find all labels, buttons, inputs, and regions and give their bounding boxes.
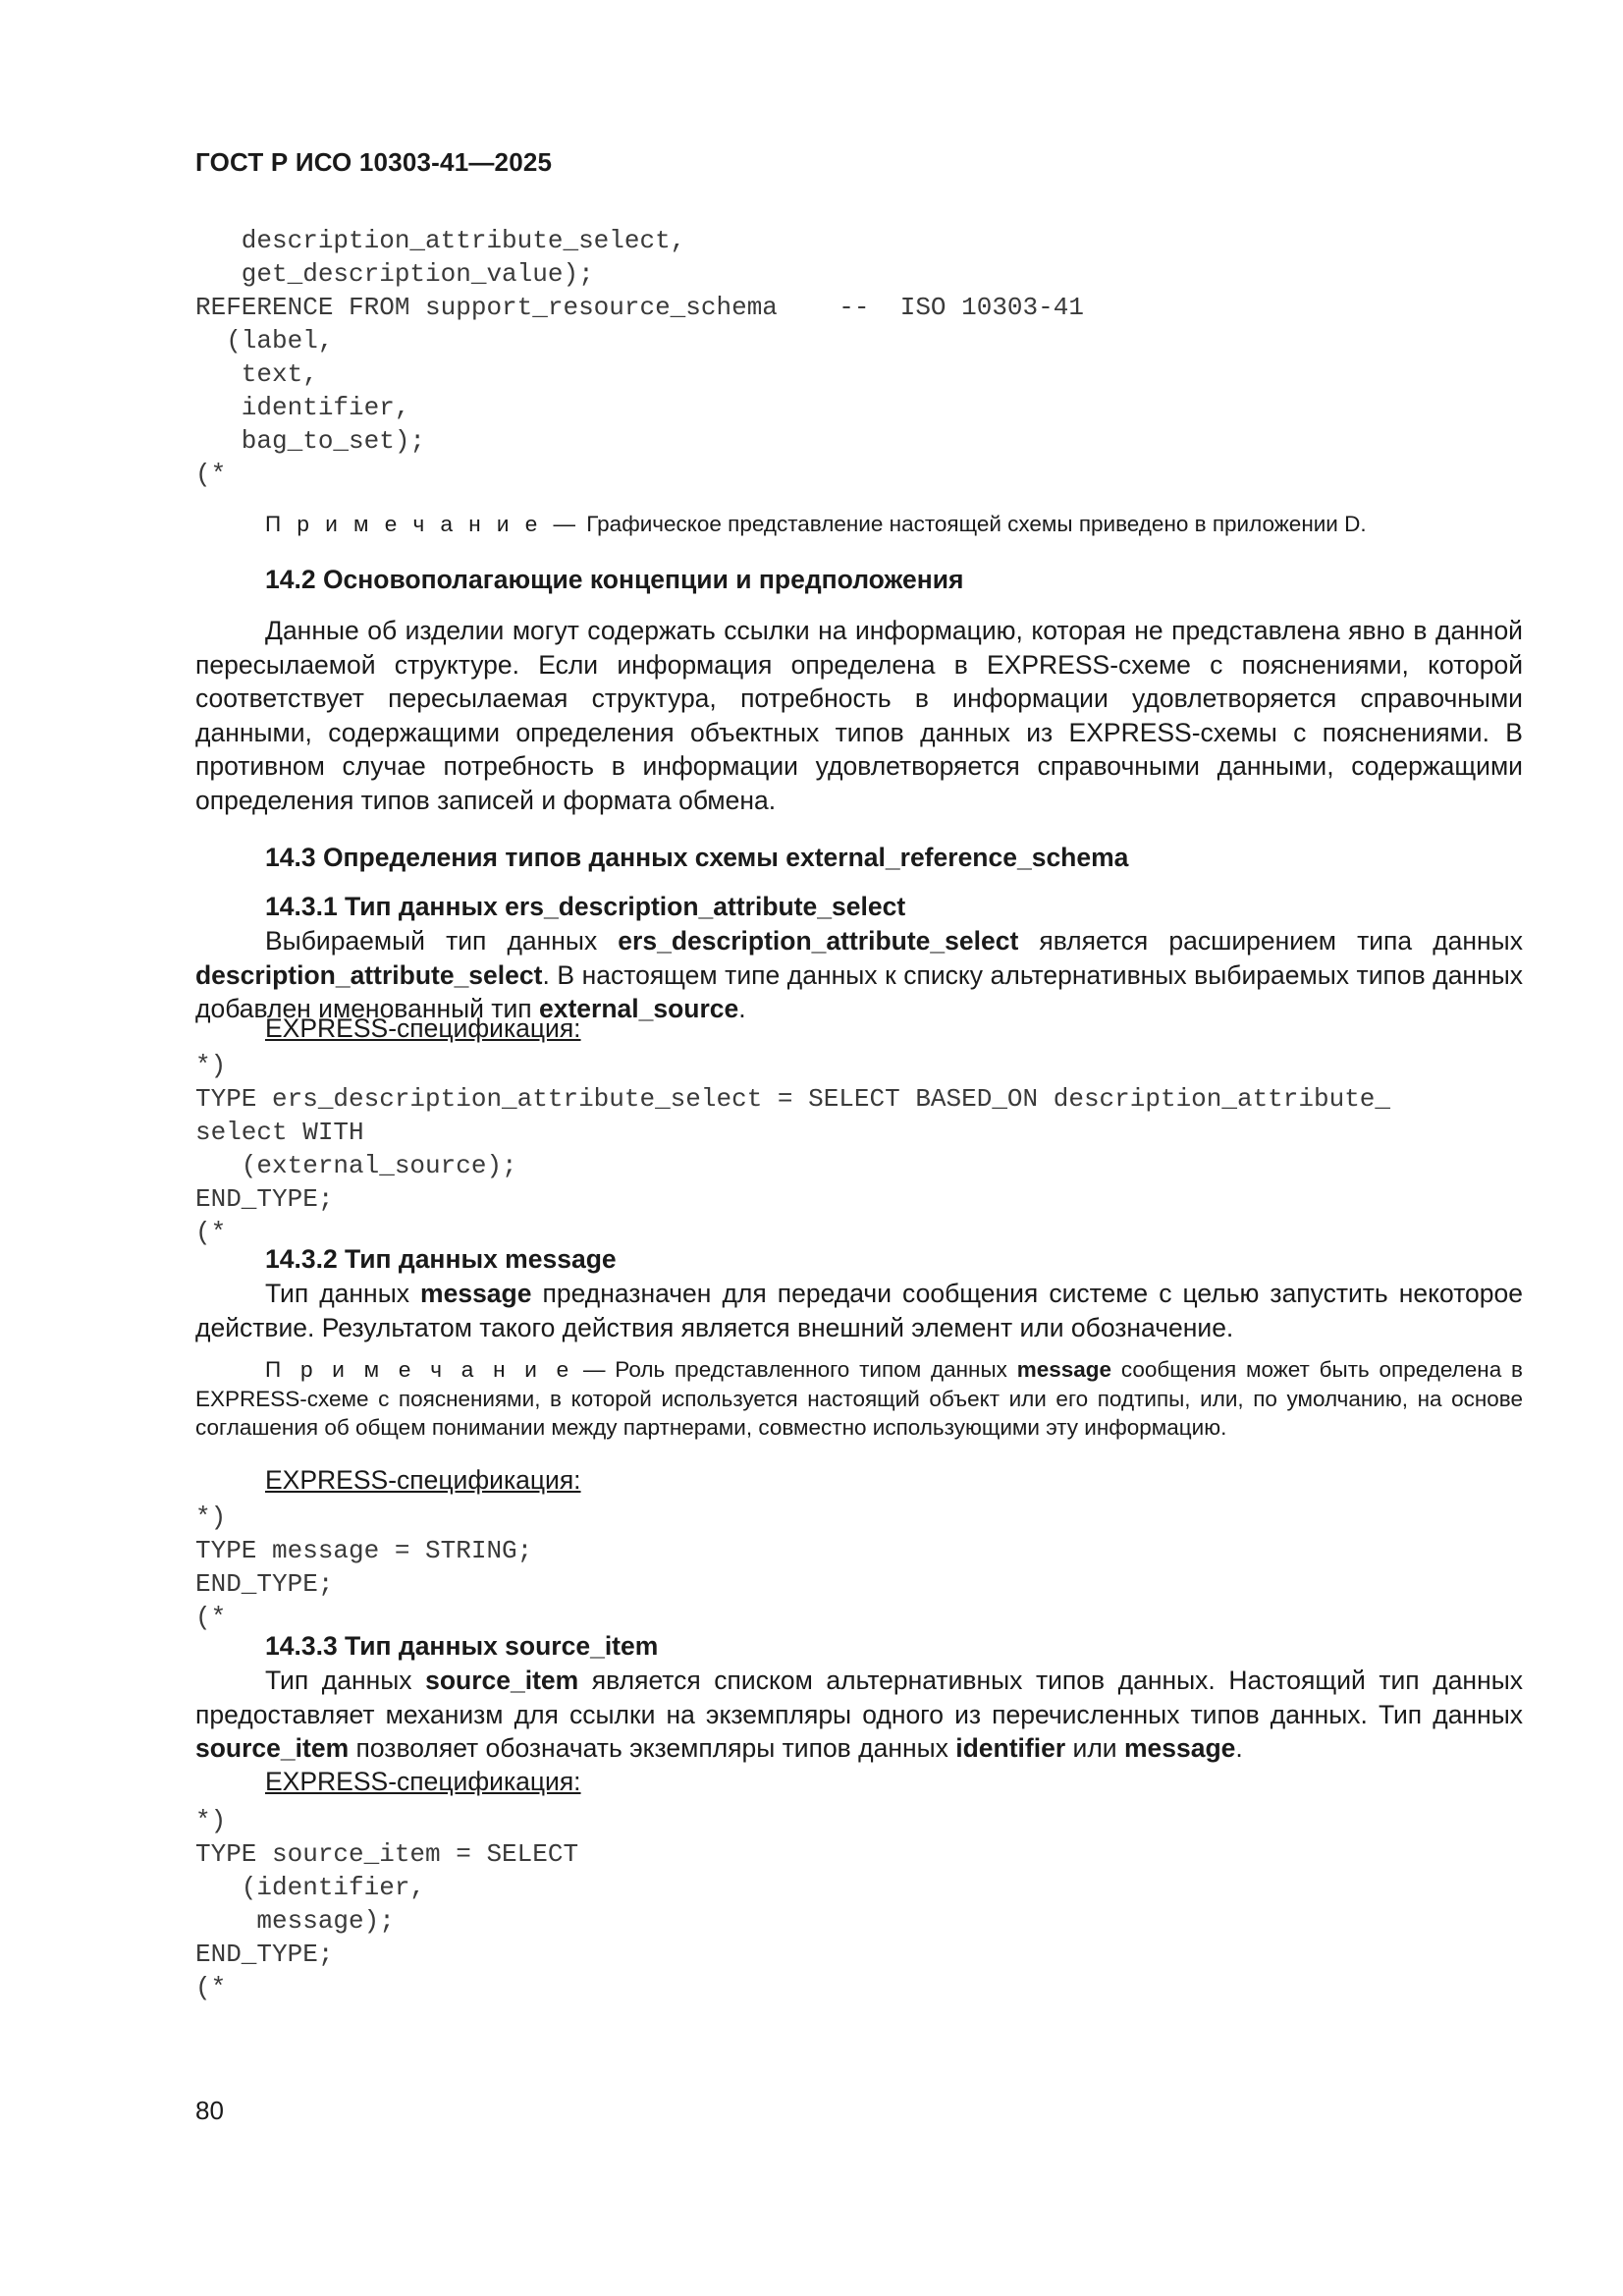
section-heading-14-3-1: 14.3.1 Тип данных ers_description_attribute_select — [265, 892, 906, 921]
term-source-item: source_item — [425, 1666, 579, 1695]
section-heading-14-2: 14.2 Основополагающие концепции и предположения — [265, 565, 964, 594]
document-header: ГОСТ Р ИСО 10303-41—2025 — [195, 147, 553, 177]
term-identifier: identifier — [955, 1733, 1066, 1763]
express-specification-label: EXPRESS-спецификация: — [265, 1465, 581, 1495]
express-code-ers-description: *) TYPE ers_description_attribute_select = SELECT BASED_ON description_attribute_ select WITH (external_source); END_TYPE; (* — [195, 1051, 1390, 1247]
text-run: Тип данных — [265, 1279, 421, 1308]
express-code-message: *) TYPE message = STRING; END_TYPE; (* — [195, 1503, 533, 1632]
text-run: предназначен для передачи сообщения системе с целью запустить некоторое действие. Результатом такого действия является внешний элемент или обозначение. — [195, 1279, 1523, 1342]
term-source-item: source_item — [195, 1733, 350, 1763]
text-run: или — [1065, 1733, 1124, 1763]
text-run: . — [1235, 1733, 1243, 1763]
section-heading-14-3-3: 14.3.3 Тип данных source_item — [265, 1631, 659, 1661]
term-message: message — [1123, 1733, 1236, 1763]
note-label: П р и м е ч а н и е — [265, 1357, 574, 1382]
section-14-3-3-paragraph — [195, 1664, 1523, 1766]
text-run: является списком альтернативных типов данных. Настоящий тип данных предоставляет механизм для ссылки на экземпляры одного из перечисленных типов данных. Тип данных — [195, 1666, 1523, 1729]
text-run: — Роль представленного типом данных — [573, 1357, 1017, 1382]
note-message — [195, 1355, 1523, 1443]
express-code-source-item: *) TYPE source_item = SELECT (identifier, message); END_TYPE; (* — [195, 1806, 579, 2002]
express-code-reference: description_attribute_select, get_description_value); REFERENCE FROM support_resource_schema -- ISO 10303-41 (label, text, identifier, bag_to_set); (* — [195, 226, 1084, 489]
section-heading-14-3: 14.3 Определения типов данных схемы external_reference_schema — [265, 843, 1129, 872]
text-run: Тип данных — [265, 1666, 426, 1695]
term-description-attribute-select: description_attribute_select — [195, 959, 543, 990]
text-run: . — [738, 994, 746, 1023]
section-14-3-1-paragraph — [195, 924, 1523, 1026]
text-run: сообщения может быть определена в EXPRESS-схеме с пояснениями, в которой используется настоящий объект или его подтипы, или, по умолчанию, на основе соглашения об общем понимании между партнерами, совместно использующими эту информацию. — [195, 1357, 1523, 1440]
text-run: Выбираемый тип данных — [265, 926, 619, 956]
term-ers-description-attribute-select: ers_description_attribute_select — [618, 926, 1019, 956]
section-14-3-2-paragraph — [195, 1277, 1523, 1344]
text-run: . В настоящем типе данных к списку альтернативных выбираемых типов данных добавлен именованный тип — [195, 959, 1523, 1023]
text-run: является расширением типа данных — [1018, 926, 1523, 956]
express-specification-label: EXPRESS-спецификация: — [265, 1767, 581, 1796]
note-graphic — [265, 510, 1524, 539]
text-run: позволяет обозначать экземпляры типов данных — [349, 1733, 956, 1763]
term-message: message — [1016, 1357, 1112, 1382]
note-label: П р и м е ч а н и е — — [265, 512, 580, 536]
note-text: Графическое представление настоящей схемы приведено в приложении D. — [580, 512, 1367, 536]
term-message: message — [420, 1279, 532, 1308]
page-number: 80 — [195, 2096, 224, 2125]
section-heading-14-3-2: 14.3.2 Тип данных message — [265, 1244, 617, 1274]
section-14-2-paragraph: Данные об изделии могут содержать ссылки на информацию, которая не представлена явно в данной пересылаемой структуре. Если информация определена в EXPRESS-схеме с пояснениями, которой соответствует пересылаемая структура, потребность в информации удовлетворяется справочными данными, содержащими определения объектных типов данных из EXPRESS-схемы с пояснениями. В противном случае потребность в информации удовлетворяется справочными данными, содержащими определения типов записей и формата обмена. — [195, 616, 1523, 815]
term-external-source: external_source — [538, 994, 739, 1023]
express-specification-label: EXPRESS-спецификация: — [265, 1013, 581, 1043]
